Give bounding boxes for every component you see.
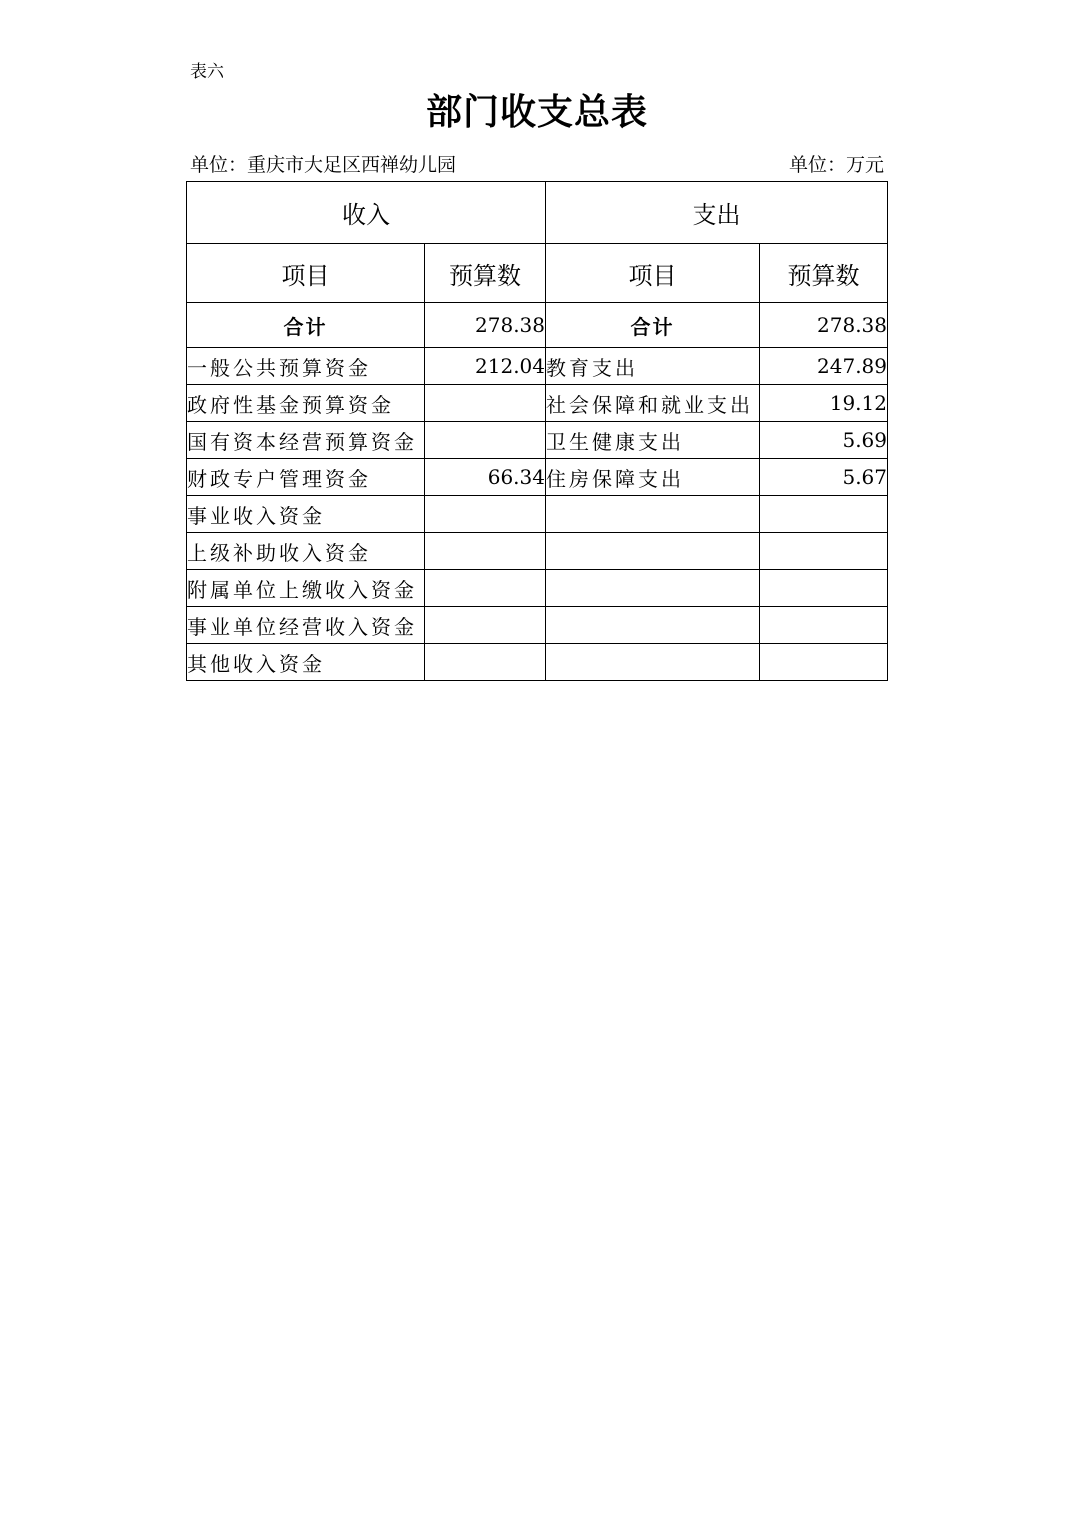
table-row <box>187 644 888 681</box>
table-row <box>187 570 888 607</box>
income-item-value <box>425 607 546 644</box>
income-total-value: 278.38 <box>425 303 546 348</box>
income-item-value <box>425 570 546 607</box>
expense-total-label: 合计 <box>546 303 760 348</box>
expense-header: 支出 <box>546 182 888 244</box>
income-item-name: 事业收入资金 <box>187 496 425 533</box>
income-item-header: 项目 <box>187 244 425 303</box>
income-item-name: 国有资本经营预算资金 <box>187 422 425 459</box>
expense-item-name <box>546 533 760 570</box>
expense-item-value: 247.89 <box>760 348 888 385</box>
expense-item-value <box>760 644 888 681</box>
table-header-row <box>187 182 888 244</box>
expense-item-value: 19.12 <box>760 385 888 422</box>
expense-item-header: 项目 <box>546 244 760 303</box>
expense-item-name: 社会保障和就业支出 <box>546 385 760 422</box>
income-item-value <box>425 644 546 681</box>
expense-item-name <box>546 496 760 533</box>
income-item-name: 上级补助收入资金 <box>187 533 425 570</box>
expense-item-name <box>546 570 760 607</box>
income-total-label: 合计 <box>187 303 425 348</box>
income-item-name: 事业单位经营收入资金 <box>187 607 425 644</box>
income-item-value <box>425 385 546 422</box>
expense-item-value <box>760 607 888 644</box>
income-item-name: 附属单位上缴收入资金 <box>187 570 425 607</box>
income-budget-header: 预算数 <box>425 244 546 303</box>
income-item-value: 66.34 <box>425 459 546 496</box>
income-item-name: 一般公共预算资金 <box>187 348 425 385</box>
income-item-name: 财政专户管理资金 <box>187 459 425 496</box>
expense-item-name <box>546 644 760 681</box>
expense-item-value <box>760 496 888 533</box>
expense-item-value <box>760 570 888 607</box>
unit-currency: 单位：万元 <box>788 154 884 176</box>
expense-total-value: 278.38 <box>760 303 888 348</box>
table-row <box>187 533 888 570</box>
column-header-row <box>187 244 888 303</box>
income-header: 收入 <box>187 182 546 244</box>
table-row <box>187 496 888 533</box>
income-item-name: 政府性基金预算资金 <box>187 385 425 422</box>
income-item-value <box>425 422 546 459</box>
total-row <box>187 303 888 348</box>
table-row <box>187 607 888 644</box>
table-row <box>187 422 888 459</box>
income-item-value: 212.04 <box>425 348 546 385</box>
expense-item-value: 5.67 <box>760 459 888 496</box>
table-row <box>187 385 888 422</box>
expense-item-value <box>760 533 888 570</box>
income-item-value <box>425 533 546 570</box>
expense-item-name: 住房保障支出 <box>546 459 760 496</box>
table-label: 表六 <box>190 62 224 82</box>
expense-item-name: 卫生健康支出 <box>546 422 760 459</box>
income-item-value <box>425 496 546 533</box>
page-title: 部门收支总表 <box>425 91 648 133</box>
income-item-name: 其他收入资金 <box>187 644 425 681</box>
expense-item-name: 教育支出 <box>546 348 760 385</box>
expense-budget-header: 预算数 <box>760 244 888 303</box>
unit-organization: 单位：重庆市大足区西禅幼儿园 <box>190 154 457 176</box>
table-row <box>187 348 888 385</box>
expense-item-name <box>546 607 760 644</box>
expense-item-value: 5.69 <box>760 422 888 459</box>
budget-table <box>186 181 888 681</box>
table-row <box>187 459 888 496</box>
